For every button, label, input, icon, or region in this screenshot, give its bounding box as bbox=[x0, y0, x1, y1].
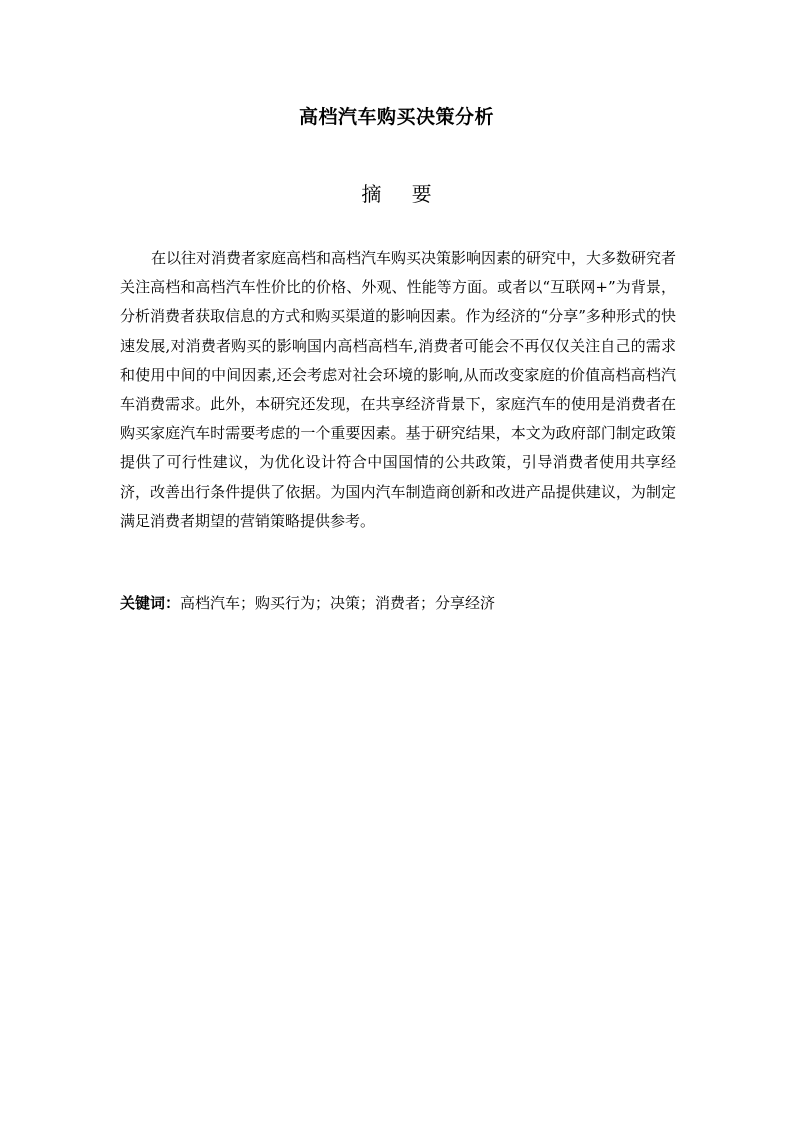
keywords-line bbox=[120, 590, 676, 616]
keywords-label: 关键词： bbox=[120, 594, 181, 612]
document-title: 高档汽车购买决策分析 bbox=[298, 106, 494, 128]
abstract-heading: 摘 要 bbox=[361, 182, 444, 206]
keywords-text: 高档汽车；购买行为；决策；消费者；分享经济 bbox=[180, 594, 496, 612]
abstract-paragraph: 在以往对消费者家庭高档和高档汽车购买决策影响因素的研究中，大多数研究者关注高档和高档汽车性价比的价格、外观、性能等方面。或者以“互联网+”为背景，分析消费者获取信息的方式和购买渠道的影响因素。作为经济的“分享”多种形式的快速发展,对消费者购买的影响国内高档高档车,消费者可能会不再仅仅关注自己的需求和使用中间的中间因素,还会考虑对社会环境的影响,从而改变家庭的价值高档高档汽车消费需求。此外，本研究还发现，在共享经济背景下，家庭汽车的使用是消费者在购买家庭汽车时需要考虑的一个重要因素。基于研究结果，本文为政府部门制定政策提供了可行性建议，为优化设计符合中国国情的公共政策，引导消费者使用共享经济，改善出行条件提供了依据。为国内汽车制造商创新和改进产品提供建议，为制定满足消费者期望的营销策略提供参考。 bbox=[120, 249, 677, 530]
